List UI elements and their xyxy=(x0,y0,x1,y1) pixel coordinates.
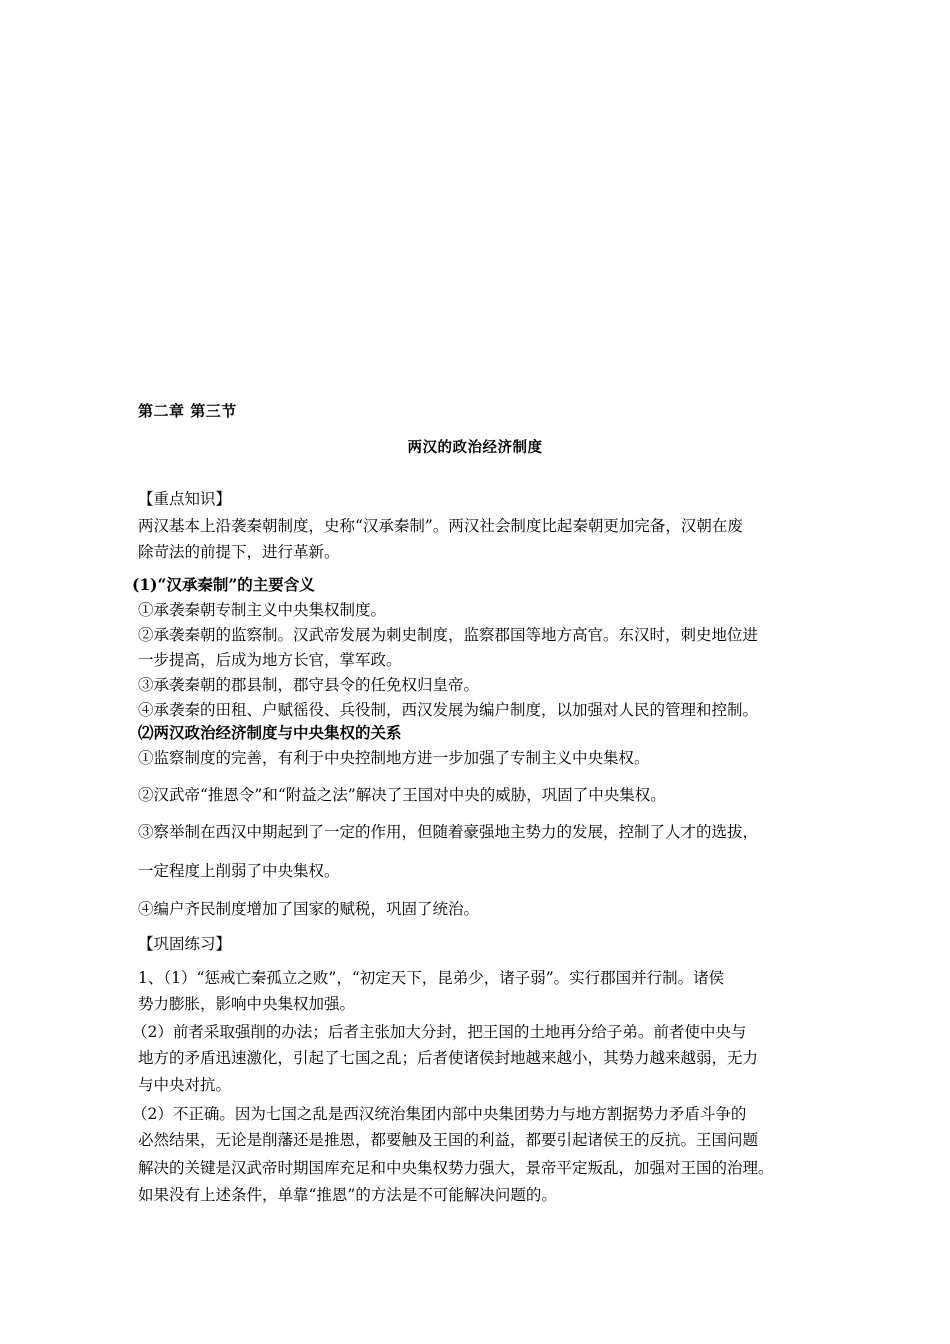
list-item: ③承袭秦朝的郡县制，郡守县令的任免权归皇帝。 xyxy=(138,676,480,694)
intro-line: 除苛法的前提下，进行革新。 xyxy=(138,543,340,561)
practice-line: 与中央对抗。 xyxy=(138,1076,232,1094)
list-item: ①承袭秦朝专制主义中央集权制度。 xyxy=(138,601,387,619)
list-item: ③察举制在西汉中期起到了一定的作用，但随着豪强地主势力的发展，控制了人才的选拔， xyxy=(138,823,759,841)
practice-line: 如果没有上述条件，单靠“推恩”的方法是不可能解决问题的。 xyxy=(138,1186,557,1204)
practice-line: （2）不正确。因为七国之乱是西汉统治集团内部中央集团势力与地方割据势力矛盾斗争的 xyxy=(132,1105,747,1123)
practice-line: 必然结果，无论是削藩还是推恩，都要触及王国的利益，都要引起诸侯王的反抗。王国问题 xyxy=(138,1131,759,1149)
document-title: 两汉的政治经济制度 xyxy=(407,439,543,456)
practice-line: 1、（1）“惩戒亡秦孤立之败”，“初定天下，昆弟少，诸子弱”。实行郡国并行制。诸侯 xyxy=(138,969,725,987)
intro-line: 两汉基本上沿袭秦朝制度，史称“汉承秦制”。两汉社会制度比起秦朝更加完备，汉朝在废 xyxy=(138,517,743,535)
list-item: ④承袭秦的田租、户赋徭役、兵役制，西汉发展为编户制度，以加强对人民的管理和控制。 xyxy=(138,701,759,719)
practice-line: 势力膨胀，影响中央集权加强。 xyxy=(138,995,356,1013)
list-item: ②承袭秦朝的监察制。汉武帝发展为刺史制度，监察郡国等地方高官。东汉时，刺史地位进 xyxy=(138,626,759,644)
list-item: ④编户齐民制度增加了国家的赋税，巩固了统治。 xyxy=(138,900,480,918)
list-item: 一步提高，后成为地方长官，掌军政。 xyxy=(138,651,402,669)
practice-line: 地方的矛盾迅速激化，引起了七国之乱；后者使诸侯封地越来越小，其势力越来越弱，无力 xyxy=(138,1049,759,1067)
chapter-label: 第二章 第三节 xyxy=(138,402,237,420)
key-knowledge-heading: 【重点知识】 xyxy=(138,490,232,508)
practice-line: 解决的关键是汉武帝时期国库充足和中央集权势力强大，景帝平定叛乱，加强对王国的治理。 xyxy=(138,1159,774,1177)
sub2-heading: ⑵两汉政治经济制度与中央集权的关系 xyxy=(138,723,402,742)
sub1-heading: (1)“汉承秦制”的主要含义 xyxy=(132,575,315,594)
list-item: ②汉武帝“推恩令”和“附益之法”解决了王国对中央的威胁，巩固了中央集权。 xyxy=(138,786,666,804)
practice-heading: 【巩固练习】 xyxy=(138,935,232,953)
list-item: 一定程度上削弱了中央集权。 xyxy=(138,862,340,880)
list-item: ①监察制度的完善，有利于中央控制地方进一步加强了专制主义中央集权。 xyxy=(138,749,650,767)
practice-line: （2）前者采取强削的办法；后者主张加大分封，把王国的土地再分给子弟。前者使中央与 xyxy=(132,1023,747,1041)
